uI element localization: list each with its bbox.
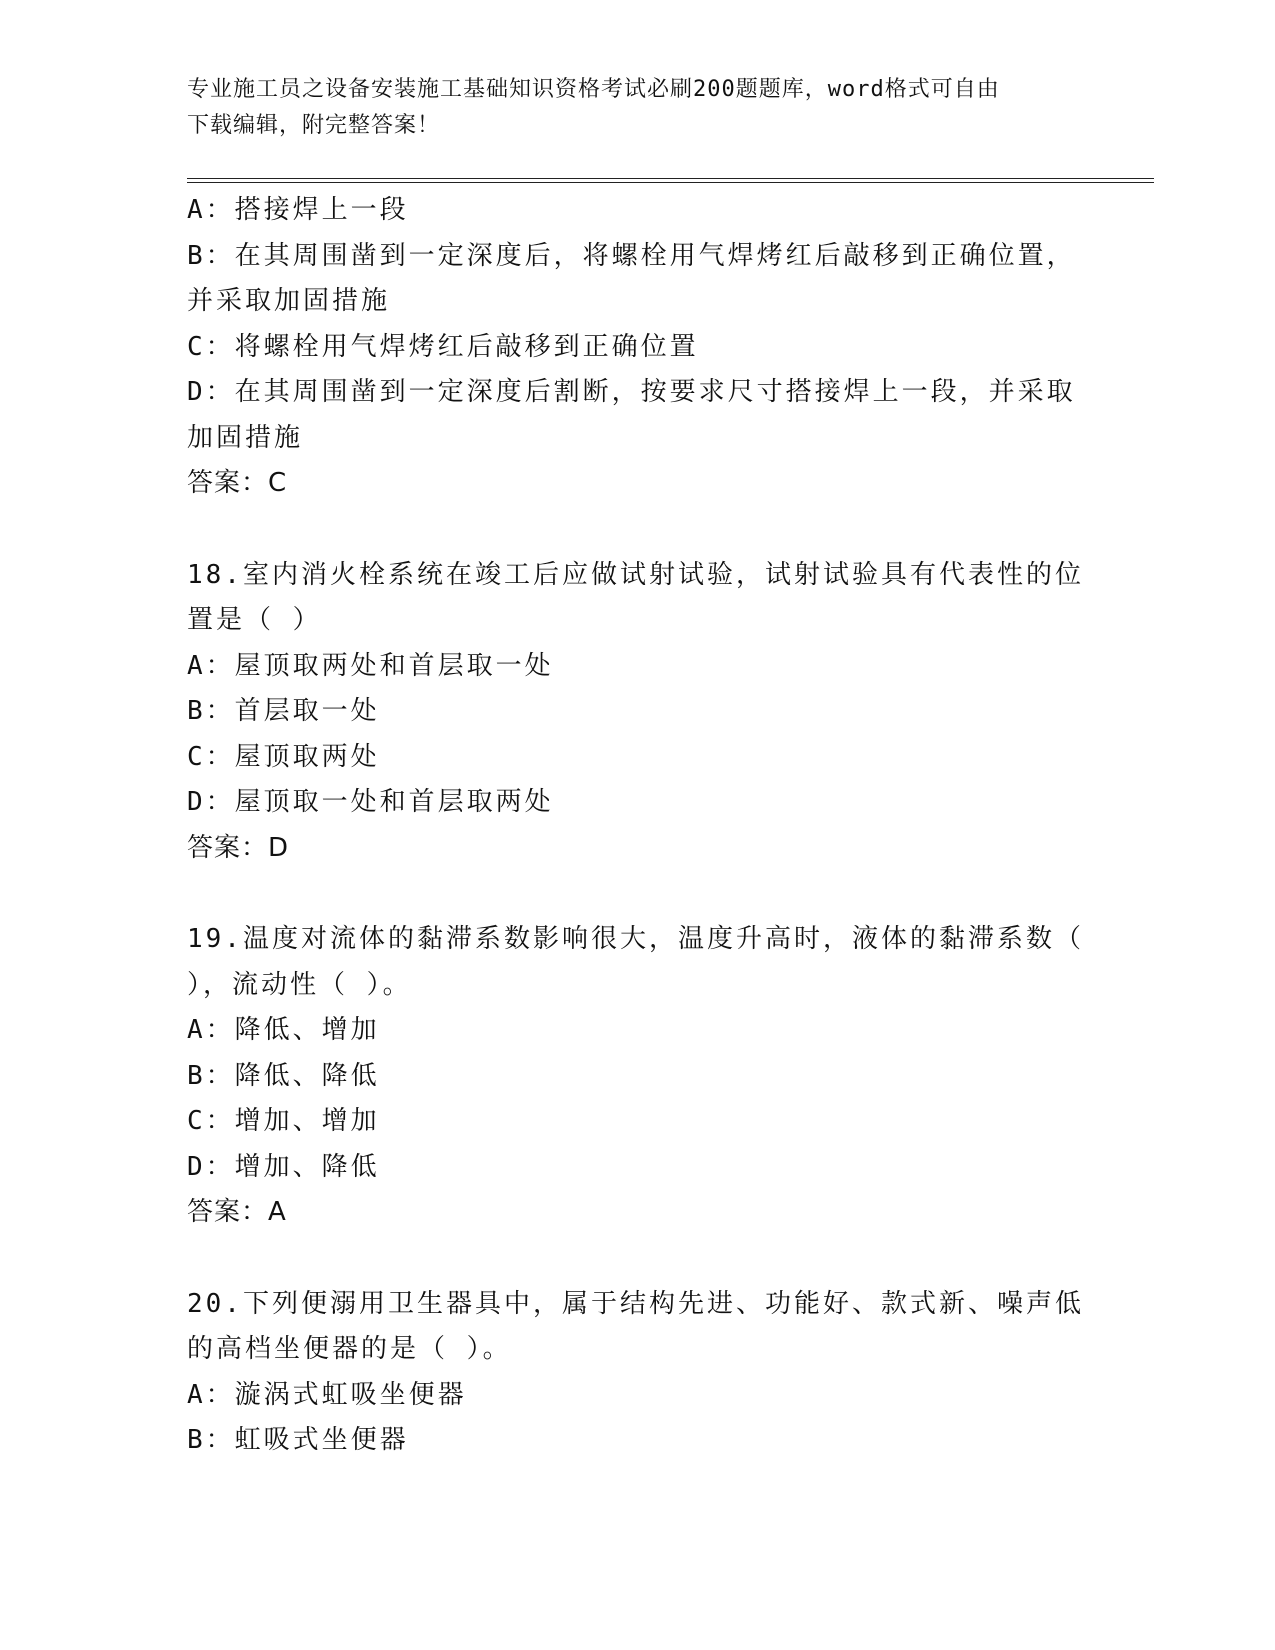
answer: 答案：C (187, 468, 288, 498)
header-line-2: 下载编辑，附完整答案！ (187, 113, 441, 138)
question-stem: 19.温度对流体的黏滞系数影响很大，温度升高时，液体的黏滞系数（ (187, 924, 1084, 954)
question-19 (187, 917, 1087, 1236)
header-double-rule (187, 178, 1154, 183)
option-c: C：将螺栓用气焊烤红后敲移到正确位置 (187, 331, 699, 362)
option-a: A：降低、增加 (187, 1015, 380, 1045)
option-d: D：屋顶取一处和首层取两处 (187, 787, 554, 817)
question-20 (187, 1282, 1087, 1464)
option-d: D：增加、降低 (187, 1151, 380, 1182)
answer: 答案：A (187, 1197, 287, 1227)
option-a: A：搭接焊上一段 (187, 195, 409, 225)
option-d: D：在其周围凿到一定深度后割断，按要求尺寸搭接焊上一段，并采取 (187, 377, 1076, 407)
spacer (187, 871, 1087, 917)
document-header (187, 72, 1067, 144)
option-b: B：虹吸式坐便器 (187, 1425, 409, 1455)
option-d-continued: 加固措施 (187, 422, 304, 453)
option-a: A：屋顶取两处和首层取一处 (187, 650, 554, 681)
question-stem-continued: 的高档坐便器的是（ ）。 (187, 1334, 512, 1364)
option-c: C：屋顶取两处 (187, 741, 380, 772)
option-b: B：首层取一处 (187, 696, 380, 726)
option-b: B：降低、降低 (187, 1060, 380, 1091)
question-stem-continued: ），流动性（ ）。 (187, 969, 412, 1000)
option-b-continued: 并采取加固措施 (187, 286, 391, 316)
answer: 答案：D (187, 832, 290, 863)
option-b: B：在其周围凿到一定深度后，将螺栓用气焊烤红后敲移到正确位置， (187, 240, 1076, 271)
spacer (187, 507, 1087, 553)
question-stem: 20.下列便溺用卫生器具中，属于结构先进、功能好、款式新、噪声低 (187, 1288, 1084, 1319)
question-stem-continued: 置是（ ） (187, 605, 322, 635)
question-17 (187, 188, 1087, 507)
question-18 (187, 553, 1087, 872)
option-c: C：增加、增加 (187, 1106, 380, 1136)
question-stem: 18.室内消火栓系统在竣工后应做试射试验，试射试验具有代表性的位 (187, 559, 1084, 590)
spacer (187, 1236, 1087, 1282)
option-a: A：漩涡式虹吸坐便器 (187, 1379, 467, 1410)
header-line-1: 专业施工员之设备安装施工基础知识资格考试必刷200题题库，word格式可自由 (187, 77, 1000, 102)
question-list (187, 188, 1087, 1464)
